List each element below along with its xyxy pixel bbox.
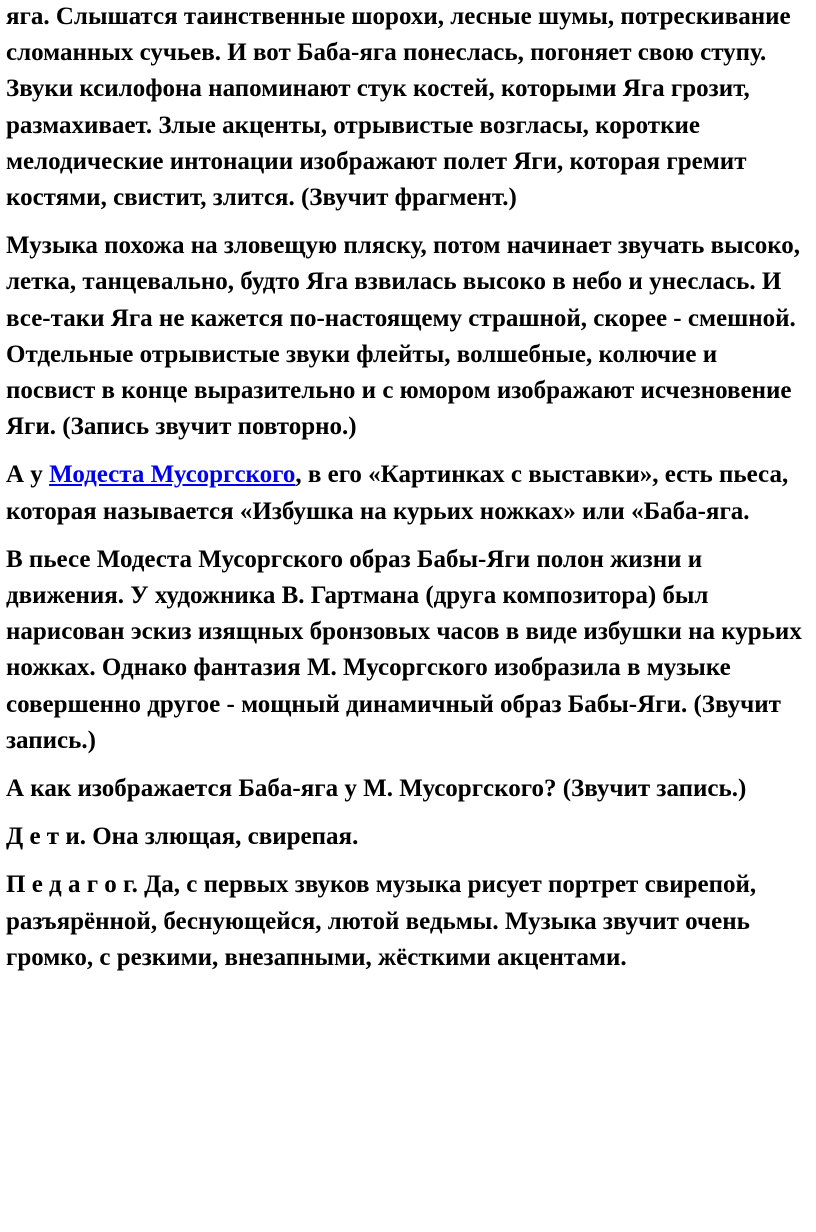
paragraph-text: Музыка похожа на зловещую пляску, потом начинает звучать высоко, летка, танцевально, будто Яга взвилась высоко в небо и унеслась. И все-таки Яга не кажется по-настоящему страшной, скорее - смешной. Отдельные отрывистые звуки флейты, волшебные, колючие и посвист в конце выразительно и с юмором изображают исчезновение Яги. (Запись звучит повторно.) [6, 232, 801, 441]
paragraph-text: Она злющая, свирепая. [85, 823, 359, 851]
paragraph-children-answer [6, 819, 812, 855]
paragraph-text-after-link: , в его «Картинках с выставки», есть пьеса, которая называется «Избушка на курьих ножках» или «Баба-яга. [6, 461, 789, 525]
paragraph-text-before-link: А у [6, 461, 50, 489]
paragraph-text: Да, с первых звуков музыка рисует портрет свирепой, разъярённой, беснующейся, лютой ведьмы. Музыка звучит очень громко, с резкими, внезапными, жёсткими акцентами. [6, 871, 757, 971]
paragraph-baba-yaga-flight [6, 0, 812, 216]
paragraph-hartmann-sketch [6, 542, 812, 759]
paragraph-text: яга. Слышатся таинственные шорохи, лесные шумы, потрескивание сломанных сучьев. И вот Баба-яга понеслась, погоняет свою ступу. Звуки ксилофона напоминают стук костей, которыми Яга грозит, размахивает. Злые акценты, отрывистые возгласы, короткие мелодические интонации изображают полет Яги, которая гремит костями, свистит, злится. (Звучит фрагмент.) [6, 3, 791, 212]
speaker-label-children: Д е т и. [6, 823, 86, 851]
paragraph-text: А как изображается Баба-яга у М. Мусоргского? (Звучит запись.) [6, 775, 747, 803]
paragraph-mussorgsky-intro [6, 457, 812, 529]
paragraph-teacher-answer [6, 867, 812, 976]
paragraph-dance-description [6, 228, 812, 445]
document-page [6, 0, 812, 988]
paragraph-question [6, 771, 812, 807]
mussorgsky-link[interactable]: Модеста Мусоргского [49, 461, 296, 489]
speaker-label-teacher: П е д а г о г. [6, 871, 138, 899]
paragraph-text: В пьесе Модеста Мусоргского образ Бабы-Яги полон жизни и движения. У художника В. Гартмана (друга композитора) был нарисован эскиз изящных бронзовых часов в виде избушки на курьих ножках. Однако фантазия М. Мусоргского изобразила в музыке совершенно другое - мощный динамичный образ Бабы-Яги. (Звучит запись.) [6, 545, 802, 754]
